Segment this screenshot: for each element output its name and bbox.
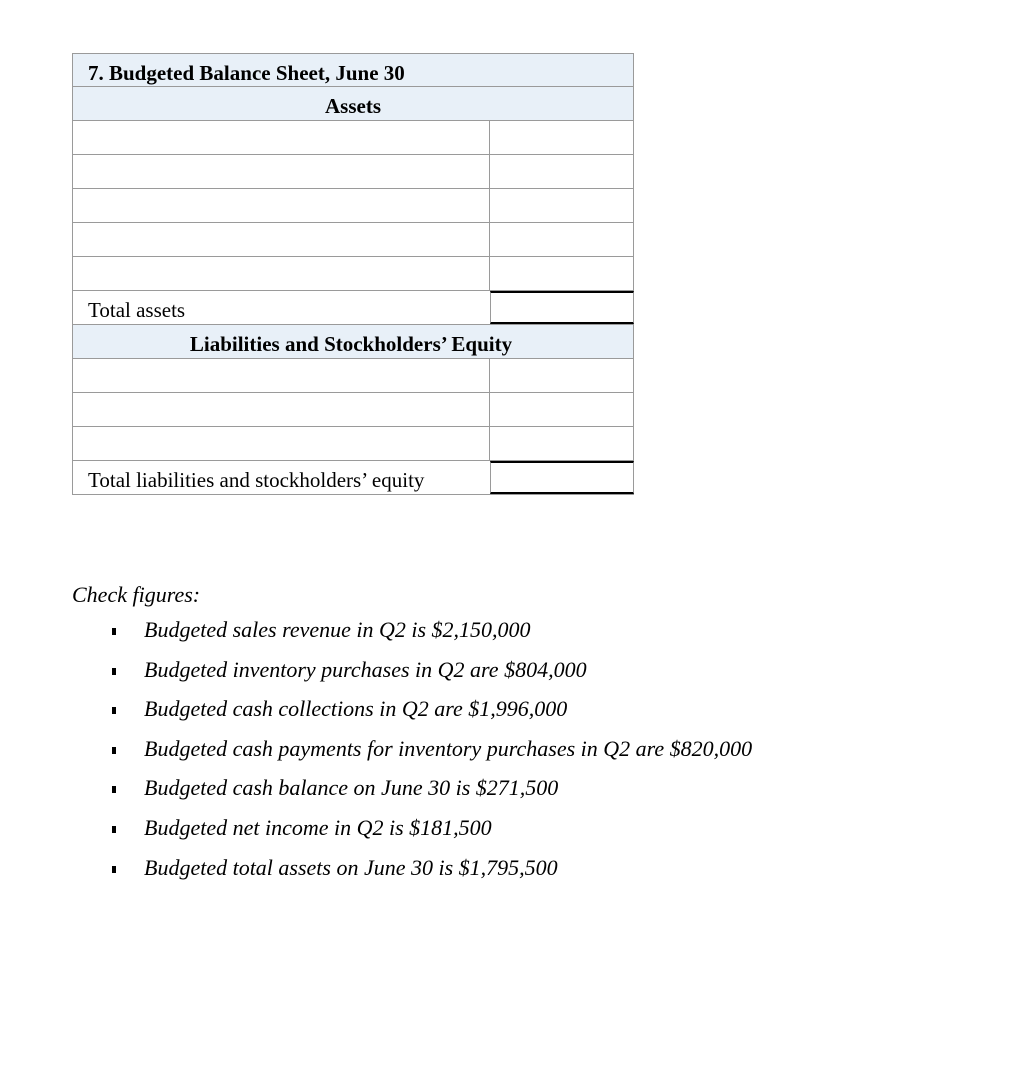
liabilities-header: Liabilities and Stockholders’ Equity bbox=[189, 332, 513, 356]
total-assets-row bbox=[72, 291, 634, 325]
assets-header-row bbox=[72, 87, 634, 121]
balance-sheet-title-row bbox=[72, 53, 634, 87]
asset-row bbox=[72, 223, 634, 257]
asset-row bbox=[72, 155, 634, 189]
liability-label-cell[interactable] bbox=[73, 427, 490, 460]
bullet-icon bbox=[112, 628, 116, 635]
asset-row bbox=[72, 189, 634, 223]
liability-amount-cell[interactable] bbox=[490, 359, 633, 392]
asset-label-cell[interactable] bbox=[73, 223, 490, 256]
asset-label-cell[interactable] bbox=[73, 155, 490, 188]
asset-row bbox=[72, 121, 634, 155]
liability-row bbox=[72, 427, 634, 461]
bullet-icon bbox=[112, 826, 116, 833]
bullet-icon bbox=[112, 866, 116, 873]
check-figure-text: Budgeted net income in Q2 is $181,500 bbox=[144, 814, 492, 840]
check-figures-list bbox=[72, 617, 753, 894]
list-item bbox=[72, 735, 753, 776]
liability-label-cell[interactable] bbox=[73, 393, 490, 426]
check-figure-text: Budgeted sales revenue in Q2 is $2,150,000 bbox=[144, 617, 531, 642]
check-figures-title: Check figures: bbox=[72, 582, 201, 607]
list-item bbox=[72, 656, 587, 697]
asset-amount-cell[interactable] bbox=[490, 155, 633, 188]
asset-amount-cell[interactable] bbox=[490, 189, 633, 222]
assets-header: Assets bbox=[325, 94, 381, 118]
check-figure-text: Budgeted total assets on June 30 is $1,795,500 bbox=[144, 854, 558, 880]
liability-row bbox=[72, 393, 634, 427]
check-figure-text: Budgeted cash collections in Q2 are $1,996,000 bbox=[144, 696, 568, 722]
bullet-icon bbox=[112, 668, 116, 675]
check-figure-text: Budgeted cash balance on June 30 is $271,500 bbox=[144, 775, 559, 801]
budgeted-balance-sheet-table bbox=[72, 53, 634, 495]
balance-sheet-title: 7. Budgeted Balance Sheet, June 30 bbox=[88, 61, 405, 85]
list-item bbox=[72, 814, 492, 855]
liabilities-header-row bbox=[72, 325, 634, 359]
asset-row bbox=[72, 257, 634, 291]
liability-amount-cell[interactable] bbox=[490, 427, 633, 460]
check-figure-text: Budgeted cash payments for inventory purchases in Q2 are $820,000 bbox=[144, 735, 753, 761]
liability-amount-cell[interactable] bbox=[490, 393, 633, 426]
check-figures-section bbox=[72, 582, 753, 894]
list-item bbox=[72, 775, 559, 815]
liability-row bbox=[72, 359, 634, 393]
asset-label-cell[interactable] bbox=[73, 189, 490, 222]
asset-amount-cell[interactable] bbox=[490, 257, 633, 290]
total-liabilities-row bbox=[72, 461, 634, 495]
total-liabilities-amount-cell[interactable] bbox=[490, 461, 634, 494]
bullet-icon bbox=[112, 707, 116, 714]
total-assets-label: Total assets bbox=[88, 298, 186, 322]
total-liabilities-label: Total liabilities and stockholders’ equity bbox=[88, 468, 425, 492]
list-item bbox=[72, 696, 568, 736]
list-item bbox=[72, 854, 558, 895]
check-figure-text: Budgeted inventory purchases in Q2 are $804,000 bbox=[144, 656, 587, 682]
asset-label-cell[interactable] bbox=[73, 121, 490, 154]
total-assets-amount-cell[interactable] bbox=[490, 291, 634, 324]
list-item bbox=[72, 617, 531, 657]
asset-amount-cell[interactable] bbox=[490, 121, 633, 154]
asset-label-cell[interactable] bbox=[73, 257, 490, 290]
asset-amount-cell[interactable] bbox=[490, 223, 633, 256]
liability-label-cell[interactable] bbox=[73, 359, 490, 392]
bullet-icon bbox=[112, 747, 116, 754]
bullet-icon bbox=[112, 786, 116, 793]
